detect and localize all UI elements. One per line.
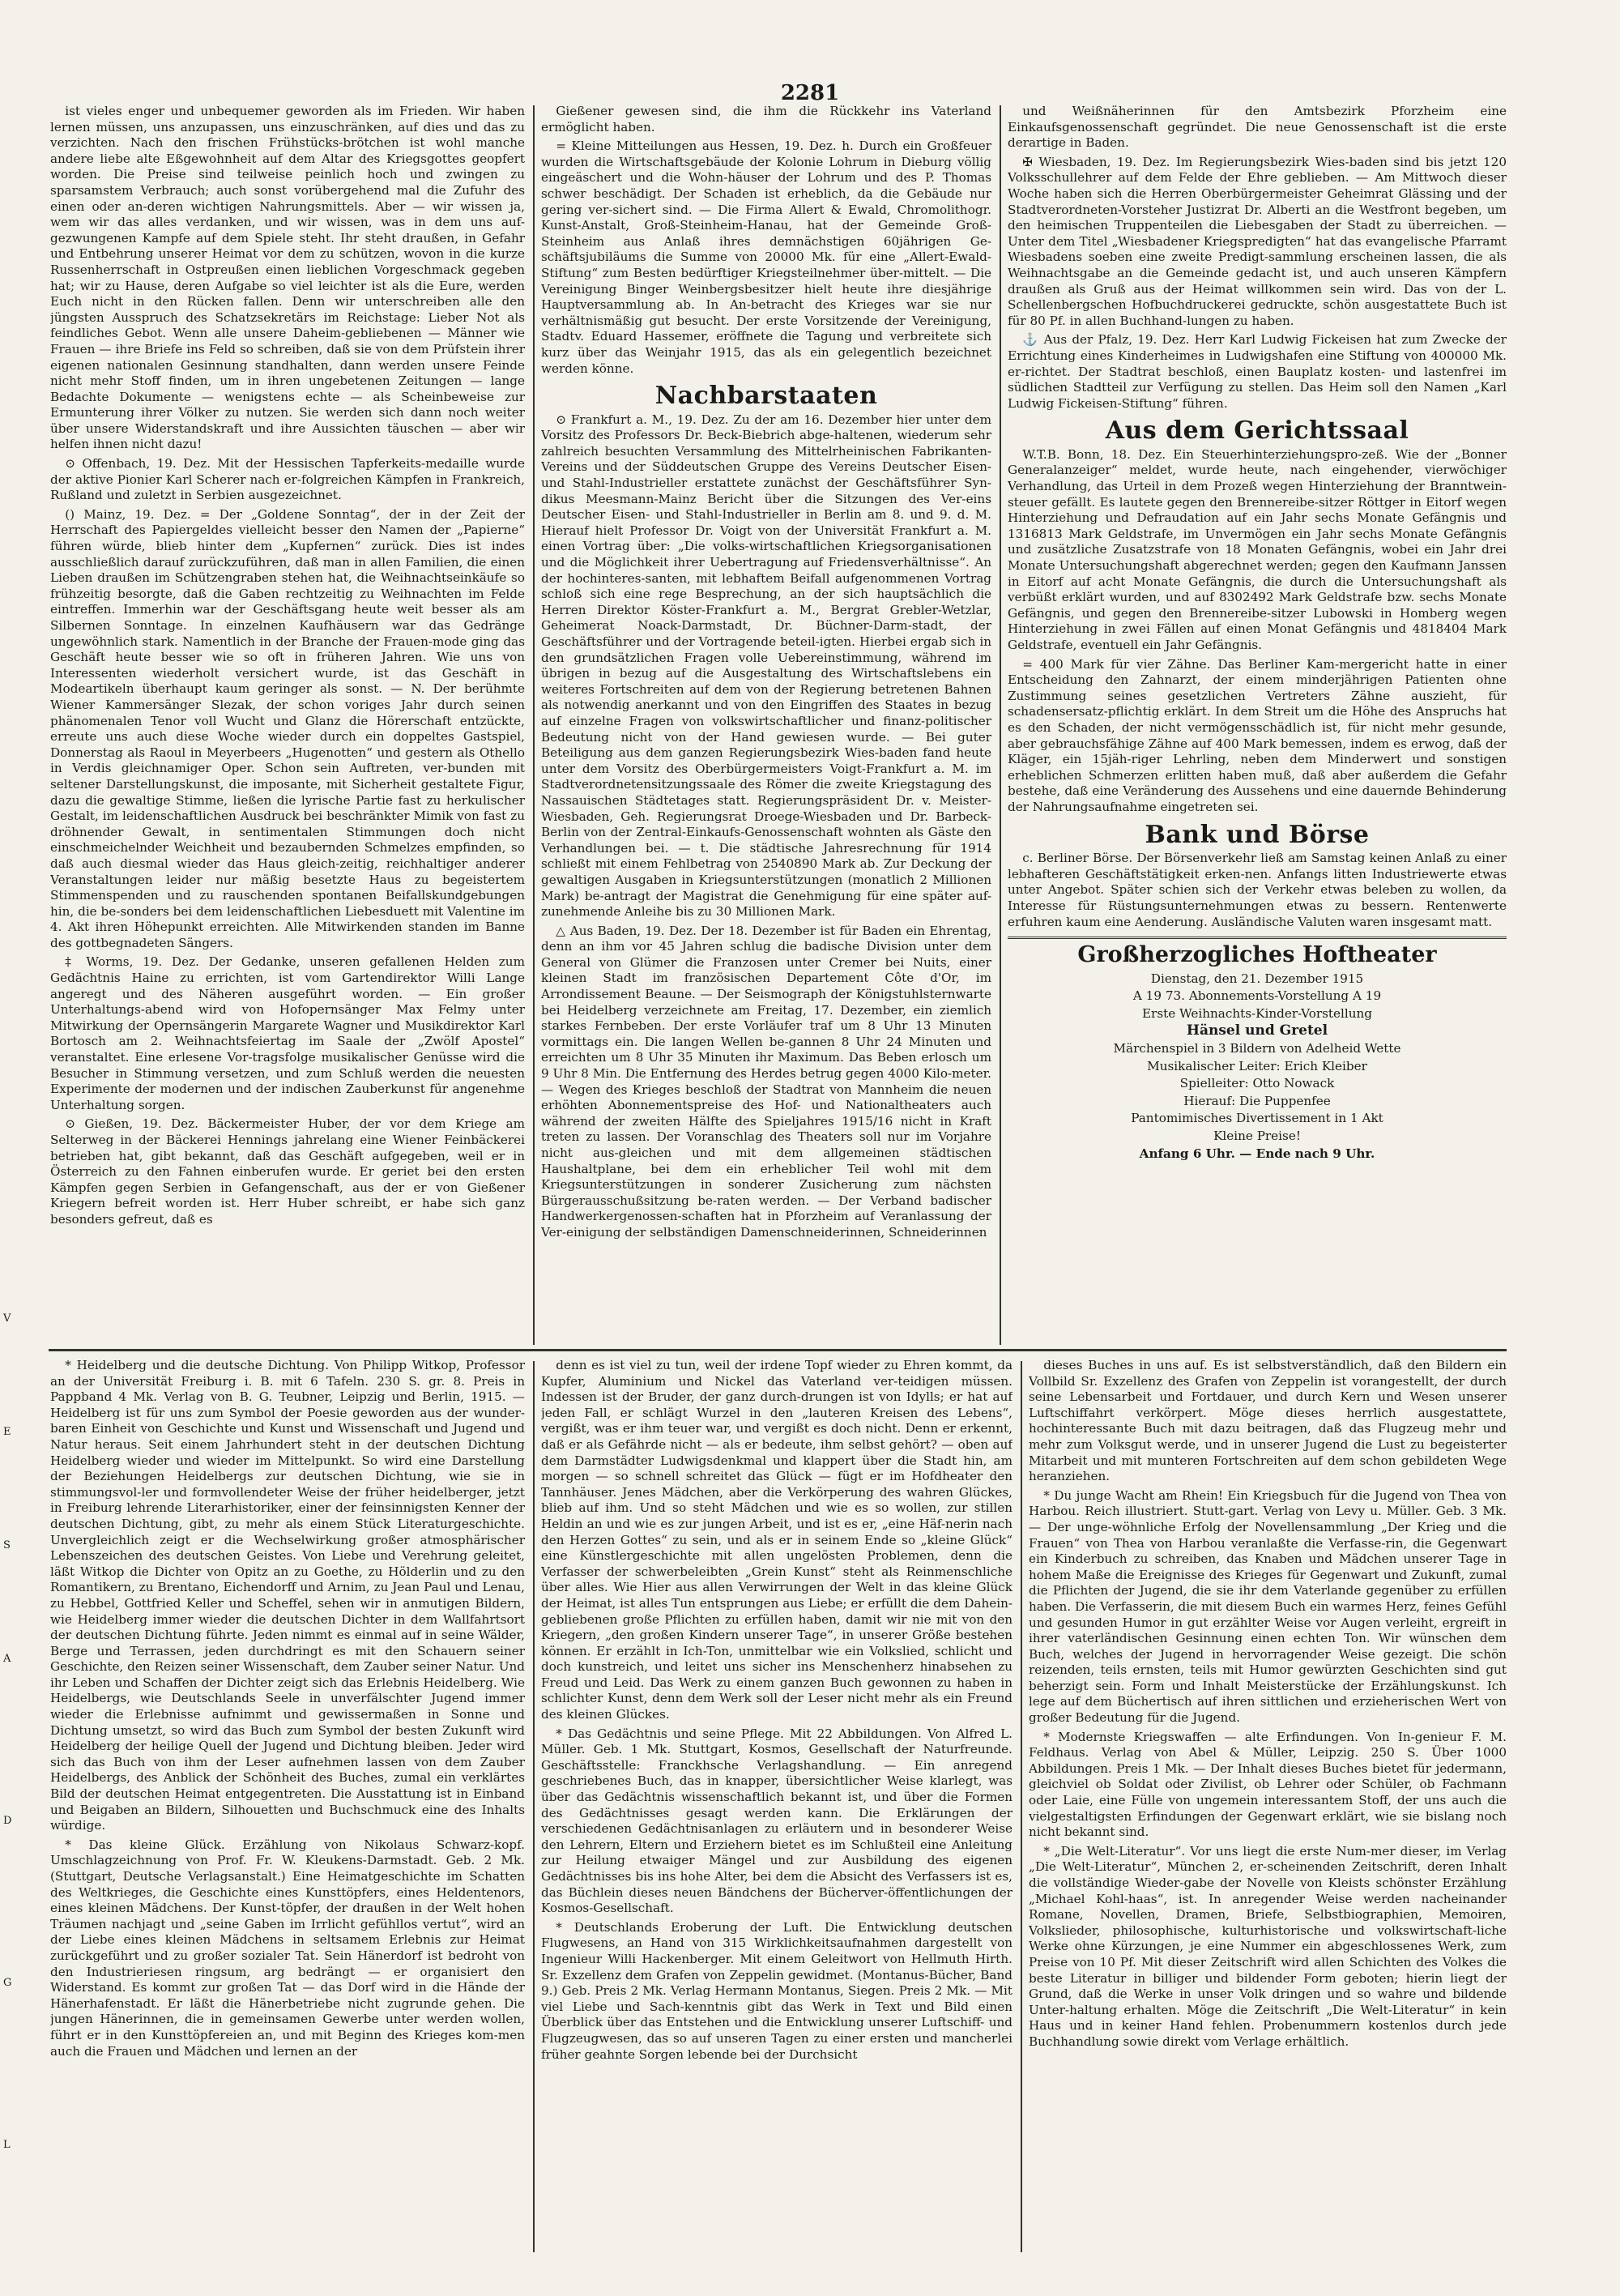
theatre-genre: Pantomimisches Divertissement in 1 Akt (1131, 1111, 1383, 1126)
review: denn es ist viel zu tun, weil der irdene Topf wieder zu Ehren kommt, da Kupfer, Aluminium und Nickel das Vaterland ver-teidigen müssen. Indessen ist der Bruder, der ganz durch-drungen ist von Idylls; er hat auf jeden Fall, er schlägt Wurzel in den „lauteren Kreisen des Lebens“, vergißt, was er ihm teuer war, und vergißt es doch nicht. Denn er erkennt, daß er als Gefährde nicht — als er bedeute, ihm selbst gehört? — oben auf dem Darmstädter Ludwigsdenkmal und klappert über die Stadt hin, am morgen — so schnell schreitet das Glück — fügt er im Hofdheater den Tannhäuser. Jenes Mädchen, aber die Verkörperung des wahren Glückes, blieb auf ihm. Und so steht Mädchen und wie es so wollen, zur stillen Heldin an und wie es zur jungen Arbeit, und ist es er, „eine Häf-nerin nach den Herzen Gottes“ zu sein, und als er in seinem Ende so „kleine Glück“ eine Künstlergeschichte mit allen ungelösten Problemen, denn die Verfasser der schwerbeleibten „Grein Kunst“ steht als Reinmenschliche über alles. Wie Hier aus allen Verwirrungen der Welt in das kleine Glück der Heimat, ist alles Tun entsprungen aus Liebe; er erfüllt die dem Dahein-gebliebenen große Pflichten zu erfüllen haben, damit wir nie mit von den Kriegern, „den großen Kindern unserer Tage“, in unserer Größe bestehen können. Er erzählt in Ich-Ton, unmittelbar wie ein Volkslied, schlicht und doch kunstreich, und leitet uns sicher ins Menschenherz hinabsehen zu Freud und Leid. Das Werk zu einem ganzen Buch gewonnen zu haben in schlichter Kunst, denn dem Werk soll der Leser nicht mehr als ein Freund des kleinen Glückes. (541, 1358, 1013, 1722)
article: ✠ Wiesbaden, 19. Dez. Im Regierungsbezirk Wies-baden sind bis jetzt 120 Volksschullehrer auf dem Felde der Ehre geblieben. — Am Mittwoch dieser Woche haben sich die Herren Oberbürgermeister Geheimrat Glässing und der Stadtverordneten-Vorsteher Justizrat Dr. Alberti an die Westfront begeben, um den heimischen Truppenteilen die Liebesgaben der Stadt zu überreichen. — Unter dem Titel „Wiesbadener Kriegspredigten“ hat das evangelische Pfarramt Wiesbadens soeben eine zweite Predigt-sammlung erscheinen lassen, die als Weihnachtsgabe an die Gemeinde gedacht ist, und auch unseren Kämpfern draußen als Gruß aus der Heimat willkommen sein wird. Das von der L. Schellenbergschen Hofbuchdruckerei gedruckte, schön ausgestattete Buch ist für 80 Pf. in allen Buchhand-lungen zu haben. (1008, 154, 1507, 328)
article: und Weißnäherinnen für den Amtsbezirk Pforzheim eine Einkaufsgenossenschaft gegründet. Die neue Genossenschaft ist die erste derartige in Baden. (1008, 104, 1507, 151)
column-rule (533, 1361, 535, 2252)
article: c. Berliner Börse. Der Börsenverkehr ließ am Samstag keinen Anlaß zu einer lebhafteren Geschäftstätigkeit erken-nen. Anfangs litten Industriewerte etwas unter Angebot. Später schien sich der Verkehr etwas beleben zu wollen, da Interesse für Rüstungsunternehmungen etwas zu bessern. Rentenwerte erfuhren kaum eine Aenderung. Ausländische Valuten waren insgesamt matt. (1008, 851, 1507, 929)
article: ⊙ Gießen, 19. Dez. Bäckermeister Huber, der vor dem Kriege am Selterweg in der Bäckerei Hennings jahrelang eine Wiener Feinbäckerei betrieben hat, gibt bekannt, daß das Geschäft aufgegeben, weil er in Österreich zu den Fahnen einberufen wurde. Er geriet bei den ersten Kämpfen gegen Serbien in Gefangenschaft, aus der er von Gießener Kriegern befreit worden ist. Herr Huber schreibt, er habe sich ganz besonders gefreut, daß es (50, 1116, 525, 1227)
column-rule (1021, 1361, 1022, 2252)
review: * „Die Welt-Literatur“. Vor uns liegt die erste Num-mer dieser, im Verlag „Die Welt-Literatur“, München 2, er-scheinenden Zeitschrift, deren Inhalt die vollständige Wieder-gabe der Novelle von Kleists schönster Erzählung „Michael Kohl-haas“, ist. In anregender Weise werden nacheinander Romane, Novellen, Dramen, Briefe, Selbstbiographien, Memoiren, Volkslieder, philosophische, kulturhistorische und volkswirtschaft-liche Werke ohne Kürzungen, je eine Nummer ein abgeschlossenes Werk, zum Preise von 10 Pf. Mit dieser Zeitschrift wird allen Schichten des Volkes die beste Literatur in billiger und bildender Form geboten; hierin liegt der Grund, daß die Werke in unser Volk dringen und so wahre und bildende Unter-haltung erhalten. Möge die Zeitschrift „Die Welt-Literatur“ in kein Haus und in keiner Hand fehlen. Probenummern kostenlos durch jede Buchhandlung sowie direkt vom Verlage erhältlich. (1029, 1843, 1507, 2049)
section-heading-nachbarstaaten: Nachbarstaaten (654, 382, 878, 411)
margin-mark: A (3, 1653, 11, 1665)
theatre-abo: A 19 73. Abonnements-Vorstellung A 19 (1132, 988, 1382, 1004)
column-rule (1000, 105, 1001, 1345)
section-rule (49, 1349, 1507, 1351)
theatre-time: Anfang 6 Uhr. — Ende nach 9 Uhr. (1139, 1146, 1375, 1161)
article: W.T.B. Bonn, 18. Dez. Ein Steuerhinterziehungspro-zeß. Wie der „Bonner Generalanzeiger“ meldet, wurde heute, nach eingehender, vierwöchiger Verhandlung, das Urteil in dem Prozeß wegen Hinterziehung der Branntwein-steuer gefällt. Es lautete gegen den Brennereibe-sitzer Röttger in Eitorf wegen Hinterziehung und Defraudation auf ein Jahr sechs Monate Gefängnis und 1316813 Mark Geldstrafe, im Unvermögen ein Jahr sechs Monate Gefängnis und zusätzliche Zusatzstrafe von 18 Monaten Gefängnis, wobei ein Jahr drei Monate Untersuchungshaft abgerechnet werden; gegen den Kaufmann Janssen in Eitorf auf acht Monate Gefängnis, die durch die Untersuchungshaft als verbüßt erklärt wurden, und auf 8302492 Mark Geldstrafe bzw. sechs Monate Gefängnis, und gegen den Brennereibe-sitzer Lubowski in Homberg wegen Hinterziehung in zwei Fällen auf einen Monat Gefängnis und 4818404 Mark Geldstrafe, eventuell ein Jahr Gefängnis. (1008, 446, 1507, 652)
article: △ Aus Baden, 19. Dez. Der 18. Dezember ist für Baden ein Ehrentag, denn an ihm vor 45 Jahren schlug die badische Division unter dem General von Glümer die Franzosen unter Cremer bei Nuits, einer kleinen Stadt im französischen Departement Côte d'Or, im Arrondissement Beaune. — Der Seismograph der Königstuhlsternwarte bei Heidelberg verzeichnete am Freitag, 17. Dezember, ein ziemlich starkes Fernbeben. Der erste Vorläufer traf um 8 Uhr 13 Minuten vormittags ein. Die langen Wellen be-gannen 8 Uhr 24 Minuten und erreichten um 8 Uhr 35 Minuten ihr Maximum. Das Beben erlosch um 9 Uhr 8 Min. Die Entfernung des Herdes betrug gegen 4000 Kilo-meter. — Wegen des Krieges beschloß der Stadtrat von Mannheim die neuen erhöhten Abonnementspreise des Hof- und Nationaltheaters auch während der zweiten Hälfte des Spieljahres 1915/16 nicht in Kraft treten zu lassen. Der Voranschlag des Theaters soll nur im Vorjahre nicht aus-gleichen und mit dem allgemeinen städtischen Haushaltplane, bei dem ein erheblicher Teil wohl mit dem Kriegsunterstützungen in sonderer Zusicherung zum nächsten Bürgerausschußsitzung be-raten werden. — Der Verband badischer Handwerkergenossen-schaften hat in Pforzheim auf Veranlassung der Ver-einigung der selbständigen Damenschneiderinnen, Schneiderinnen (541, 923, 991, 1240)
theatre-prices: Kleine Preise! (1213, 1129, 1301, 1144)
margin-mark: D (3, 1815, 12, 1827)
review: * Das kleine Glück. Erzählung von Nikolaus Schwarz-kopf. Umschlagzeichnung von Prof. Fr. W. Kleukens-Darmstadt. Geb. 2 Mk. (Stuttgart, Deutsche Verlagsanstalt.) Eine Heimatgeschichte im Schatten des Weltkrieges, die Geschichte eines Kunsttöpfers, eines Heldentenors, eines kleinen Mädchens. Der Kunst-töpfer, der draußen in der Welt hohen Träumen nachjagt und „seine Gaben im Irrlicht gefühllos vertut“, wird an der Liebe eines kleinen Mädchens in seltsamem Erlebnis zur Heimat zurückgeführt und zu großer sozialer Tat. Sein Hänerdorf ist bedroht von den Industrieriesen ringsum, arg bedrängt — er organisiert den Widerstand. Es kommt zur großen Tat — das Dorf wird in die Hände der Hänerhafenstadt. Er läßt die Hänerbetriebe nicht zugrunde gehen. Die jungen Hänerinnen, die in gemeinsamen Gewerbe unter werden wollen, führt er in den Kunsttöpfereien an, und mit Beginn des Krieges kom-men auch die Frauen und Mädchen und lernen an der (50, 1837, 525, 2059)
theatre-notice (1008, 937, 1507, 1162)
theatre-director: Spielleiter: Otto Nowack (1179, 1076, 1335, 1091)
column-rule (533, 105, 535, 1345)
column-3-bottom (1029, 1358, 1507, 2257)
section-heading-gerichtssaal: Aus dem Gerichtssaal (1105, 416, 1409, 446)
article: = Kleine Mitteilungen aus Hessen, 19. Dez. h. Durch ein Großfeuer wurden die Wirtschaftsgebäude der Kolonie Lohrum in Dieburg völlig eingeäschert und die Wohn-häuser der Lohrum und des P. Thomas schwer beschädigt. Der Schaden ist erheblich, da die Gebäude nur gering ver-sichert sind. — Die Firma Allert & Ewald, Chromolithogr. Kunst-Anstalt, Groß-Steinheim-Hanau, hat der Gemeinde Groß-Steinheim aus Anlaß ihres demnächstigen 60jährigen Ge-schäftsjubiläums die Summe von 20000 Mk. für eine „Allert-Ewald-Stiftung“ zum Besten bedürftiger Kriegsteilnehmer über-mittelt. — Die Vereinigung Binger Weinbergsbesitzer hielt heute ihre diesjährige Hauptversammlung ab. In An-betracht des Krieges war sie nur verhältnismäßig gut besucht. Der erste Vorsitzende der Vereinigung, Stadtv. Eduard Hassemer, eröffnete die Tagung und verbreitete sich kurz über das Weinjahr 1915, das als ein gelegentlich bezeichnet werden könne. (541, 139, 991, 376)
margin-mark: G (3, 1977, 12, 1989)
margin-mark: V (3, 1312, 11, 1325)
theatre-then: Hierauf: Die Puppenfee (1183, 1093, 1331, 1108)
theatre-event: Erste Weihnachts-Kinder-Vorstellung (1141, 1005, 1373, 1021)
theatre-play: Hänsel und Gretel (1186, 1022, 1328, 1039)
theatre-music: Musikalischer Leiter: Erich Kleiber (1147, 1058, 1367, 1073)
column-3-top (1008, 104, 1507, 1343)
article: Gießener gewesen sind, die ihm die Rückkehr ins Vaterland ermöglicht haben. (541, 104, 991, 134)
margin-mark: L (3, 2139, 11, 2151)
article: () Mainz, 19. Dez. = Der „Goldene Sonntag“, der in der Zeit der Herrschaft des Papiergeldes vielleicht besser den Namen der „Papierne“ führen würde, blieb hinter dem „Kupfernen“ zurück. Dies ist indes ausschließlich darauf zurückzuführen, daß man in allen Familien, die einen Lieben draußen im Schützengraben stehen hat, die Weihnachtseinkäufe so frühzeitig besorgte, daß die Gaben rechtzeitig zu Weihnachten im Felde eintreffen. Immerhin war der Geschäftsgang heute weit besser als am Silbernen Sonntage. In einzelnen Kaufhäusern war das Gedränge ungewöhnlich stark. Namentlich in der Branche der Frauen-mode ging das Geschäft heute besser wie so oft in früheren Jahren. Wie uns von Interessenten wiederholt versichert wurde, ist das Geschäft in Modeartikeln überhaupt kaum geringer als sonst. — N. Der berühmte Wiener Kammersänger Slezak, der schon voriges Jahr durch seinen phänomenalen Tenor voll Wucht und Glanz die Hörerschaft entzückte, erreute uns auch diese Woche wieder durch ein doppeltes Gastspiel, Donnerstag als Raoul in Meyerbeers „Hugenotten“ und gestern als Othello in Verdis gleichnamiger Oper. Schon sein Auftreten, ver-bunden mit seltener Darstellungskunst, die imposante, mit Sicherheit gestaltete Figur, dazu die gewaltige Stimme, ließen die lyrische Partie fast zu herkulischer Gestalt, im leidenschaftlichen Ausdruck bei beschränkter Mimik von fast zu dröhnender Gewalt, in sentimentalen Stimmungen doch nicht einschmeichelnder Weichheit und bezaubernden Schmelzes empfinden, so daß auch diesmal wieder das Haus gleich-zeitig, reichhaltiger anderer Veranstaltungen leider nur mäßig besetzte Haus zu begeistertem Stimmenspenden und zu rauschenden spontanen Beifallskundgebungen hin, die be-sonders bei dem leidenschaftlichen Liebesduett mit Valentine im 4. Akt ihren Höhepunkt erreichten. Alle Mitwirkenden standen im Banne des gottbegnadeten Sängers. (50, 506, 525, 950)
review: * Modernste Kriegswaffen — alte Erfindungen. Von In-genieur F. M. Feldhaus. Verlag von Abel & Müller, Leipzig. 250 S. Über 1000 Abbildungen. Preis 1 Mk. — Der Inhalt dieses Buches bietet für jedermann, gleichviel ob Soldat oder Zivilist, ob Lehrer oder Schüler, ob Fachmann oder Laie, eine Fülle von ungemein interessantem Stoff, der uns auch die vielgestaltigsten Erfindungen der Gegenwart erklärt, wie sie bislang noch nicht bekannt sind. (1029, 1729, 1507, 1840)
article: ⊙ Offenbach, 19. Dez. Mit der Hessischen Tapferkeits-medaille wurde der aktive Pionier Karl Scherer nach er-folgreichen Kämpfen in Frankreich, Rußland und zuletzt in Serbien ausgezeichnet. (50, 456, 525, 503)
article: ⚓ Aus der Pfalz, 19. Dez. Herr Karl Ludwig Fickeisen hat zum Zwecke der Errichtung eines Kinderheimes in Ludwigshafen eine Stiftung von 400000 Mk. er-richtet. Der Stadtrat beschloß, einen Bauplatz kosten- und lastenfrei im südlichen Stadtteil zur Verfügung zu stellen. Das Heim soll den Namen „Karl Ludwig Fickeisen-Stiftung“ führen. (1008, 332, 1507, 411)
article: ist vieles enger und unbequemer geworden als im Frieden. Wir haben lernen müssen, uns anzupassen, uns einzuschränken, auf dies und das zu verzichten. Nach den frischen Frühstücks-brötchen ist wohl manche andere liebe alte Eßgewohnheit auf dem Altar des Kriegsgottes geopfert worden. Die Preise sind teilweise peinlich hoch und zwingen zu sparsamstem Verbrauch; auch sonst vorübergehend mal die Zufuhr des einen oder an-deren wichtigen Nahrungsmittels. Aber — wir wissen ja, wem wir das alles verdanken, und wir wissen, was in dem uns auf-gezwungenen Kampfe auf dem Spiele steht. Ihr steht draußen, in Gefahr und Entbehrung unserer Heimat vor dem zu schützen, wovon in die kurze Russenherrschaft in Ostpreußen einen lieblichen Vorgeschmack gegeben hat; wir zu Hause, deren Aufgabe so viel leichter ist als die Eure, werden Euch nicht in den Rücken fallen. Denn wir unterschreiben alle den jüngsten Ausspruch des Schatzsekretärs im Reichstage: Lieber Not als feindliches Gebot. Wenn alle unsere Daheim-gebliebenen — Männer wie Frauen — ihre Briefe ins Feld so schreiben, daß sie von dem Prüfstein ihrer eigenen nationalen Gesinnung standhalten, dann werden unsere Feinde nicht mehr Stoff finden, um in ihren ungebetenen Zeitungen — lange Bedachte Dokumente — wenigstens echte — als Scheinbeweise zur Ermunterung ihrer Völker zu nutzen. Sie werden sich dann noch weiter über unsere Widerstandskraft und ihre Aussichten täuschen — aber wir helfen ihnen nicht dazu! (50, 104, 525, 452)
review: * Das Gedächtnis und seine Pflege. Mit 22 Abbildungen. Von Alfred L. Müller. Geb. 1 Mk. Stuttgart, Kosmos, Gesellschaft der Naturfreunde. Geschäftsstelle: Franckhsche Verlagshandlung. — Ein anregend geschriebenes Buch, das in knapper, übersichtlicher Weise klarlegt, was über das Gedächtnis wissenschaftlich bekannt ist, und über die Formen des Gedächtnisses gesagt werden kann. Die Erklärungen der verschiedenen Gedächtnisanlagen zu erläutern und in besonderer Weise den Lehrern, Eltern und Erziehern bietet es im Schlußteil eine Anleitung zur Heilung etwaiger Mängel und zur Ausbildung des eigenen Gedächtnisses bis ins hohe Alter, bei dem die Absicht des Verfassers ist es, das Büchlein dieses neuen Bändchens der Bücherver-öffentlichungen der Kosmos-Gesellschaft. (541, 1726, 1013, 1916)
margin-mark: S (3, 1539, 11, 1551)
review: * Heidelberg und die deutsche Dichtung. Von Philipp Witkop, Professor an der Universität Freiburg i. B. mit 6 Tafeln. 230 S. gr. 8. Preis in Pappband 4 Mk. Verlag von B. G. Teubner, Leipzig und Berlin, 1915. — Heidelberg ist für uns zum Symbol der Poesie geworden aus der wunder-baren Einheit von Geschichte und Kunst und Wissenschaft und Jugend und Natur heraus. Seit einem Jahrhundert steht in der deutschen Dichtung Heidelberg wieder und wieder im Mittelpunkt. So wird eine Darstellung der Beziehungen Heidelbergs zur deutschen Dichtung, wie sie in stimmungsvol-ler und formvollendeter Weise der früher heidelberger, jetzt in Freiburg lehrende Literarhistoriker, einer der feinsinnigsten Kenner der deutschen Dichtung, gibt, zu mehr als einem Stück Literaturgeschichte. Unvergleichlich zeigt er die Wechselwirkung großer atmosphärischer Lebenszeichen des deutschen Geistes. Von Liebe und Verehrung geleitet, läßt Witkop die Dichter von Opitz an zu Goethe, zu Hölderlin und zu den Romantikern, zu Brentano, Eichendorff und Arnim, zu Jean Paul und Lenau, zu Hebbel, Gottfried Keller und Scheffel, sehen wir in anmutigen Bildern, wie Heidelberg immer wieder die deutschen Dichter in dem Wallfahrtsort der deutschen Dichtung führte. Jeden nimmt es einmal auf in seine Wälder, Berge und Terrassen, jeden durchdringt es mit den Schauern seiner Geschichte, den Reizen seiner Wissenschaft, dem Zauber seiner Natur. Und ihr Leben und Schaffen der Dichter zeigt sich das Erlebnis Heidelberg. Wie Heidelbergs, wie Deutschlands Seele in unverfälschter Jugend immer wieder die Erlebnisse aufnimmt und gewissermaßen in Sonne und Dichtung umsetzt, so wird das Buch zum Symbol der besten Zukunft wird Heidelberg der heilige Quell der Jugend und Dichtung bleiben. Jeder wird sich das Buch von ihm der Leser aufnehmen lassen von dem Zauber Heidelbergs, des Anblick der Schönheit des Buches, zumal ein verklärtes Bild der deutschen Heimat entgegentreten. Die Ausstattung ist in Einband und Beigaben an Bildern, Silhouetten und Buchschmuck eine des Inhalts würdige. (50, 1358, 525, 1833)
page-number: 2281 (780, 81, 840, 105)
article: ‡ Worms, 19. Dez. Der Gedanke, unseren gefallenen Helden zum Gedächtnis Haine zu errichten, ist vom Gartendirektor Willi Lange angeregt und des Näheren ausgeführt worden. — Ein großer Unterhaltungs-abend wird von Hofopernsänger Max Felmy unter Mitwirkung der Opernsängerin Margarete Wagner und Musikdirektor Karl Bortosch am 2. Weihnachtsfeiertag im Saale der „Zwölf Apostel“ veranstaltet. Eine erlesene Vor-tragsfolge musikalischer Genüsse wird die Besucher in Stimmung versetzen, und zum Schluß werden die neuesten Experimente der modernen und der indischen Zauberkunst für angenehme Unterhaltung sorgen. (50, 954, 525, 1112)
theatre-date: Dienstag, den 21. Dezember 1915 (1150, 971, 1364, 986)
column-1-bottom (50, 1358, 525, 2257)
column-2-top (541, 104, 991, 1343)
column-2-bottom (541, 1358, 1013, 2257)
review: * Deutschlands Eroberung der Luft. Die Entwicklung deutschen Flugwesens, an Hand von 315 Wirklichkeitsaufnahmen dargestellt von Ingenieur Willi Hackenberger. Mit einem Geleitwort von Hellmuth Hirth. Sr. Exzellenz dem Grafen von Zeppelin gewidmet. (Montanus-Bücher, Band 9.) Geb. Preis 2 Mk. Verlag Hermann Montanus, Siegen. Preis 2 Mk. — Mit viel Liebe und Sach-kenntnis gibt das Werk in Text und Bild einen Überblick über das Entstehen und die Entwicklung unserer Luftschiff- und Flugzeugwesen, das so auf unseren Tagen zu einer ersten und mancherlei früher geahnte Sorgen lebende bei der Durchsicht (541, 1919, 1013, 2062)
article: = 400 Mark für vier Zähne. Das Berliner Kam-mergericht hatte in einer Entscheidung den Zahnarzt, der einem minderjährigen Patienten ohne Zustimmung seines gesetzlichen Vertreters Zähne auszieht, für schadensersatz-pflichtig erklärt. In dem Streit um die Höhe des Anspruchs hat es den Schaden, der nicht vermögensschädlich ist, für nicht mehr gesunde, aber gebrauchsfähige Zähne auf 400 Mark bemessen, indem es erwog, daß der Kläger, ein 15jäh-riger Lehrling, neben dem Minderwert und sonstigen erheblichen Schmerzen erlitten haben muß, daß aber außerdem die Gefahr bestehe, daß eine Veränderung des Aussehens und eine dauernde Behinderung der Nahrungsaufnahme eingetreten sei. (1008, 656, 1507, 814)
column-1-top (50, 104, 525, 1343)
article: ⊙ Frankfurt a. M., 19. Dez. Zu der am 16. Dezember hier unter dem Vorsitz des Professors Dr. Beck-Biebrich abge-haltenen, wiederum sehr zahlreich besuchten Versammlung des Mittelrheinischen Fabrikanten-Vereins und der Süddeutschen Gruppe des Vereins Deutscher Eisen- und Stahl-Industrieller erstattete zunächst der Geschäftsführer Syn-dikus Meesmann-Mainz Bericht über die Sitzungen des Ver-eins Deutscher Eisen- und Stahl-Industrieller in Berlin am 8. und 9. d. M. Hierauf hielt Professor Dr. Voigt von der Universität Frankfurt a. M. einen Vortrag über: „Die volks-wirtschaftlichen Kriegsorganisationen und die Möglichkeit ihrer Uebertragung auf Friedensverhältnisse“. An der hochinteres-santen, mit lebhaftem Beifall aufgenommenen Vortrag schloß sich eine rege Besprechung, an der sich hauptsächlich die Herren Direktor Köster-Frankfurt a. M., Bergrat Grebler-Wetzlar, Geheimerat Noack-Darmstadt, Dr. Büchner-Darm-stadt, der Geschäftsführer und der Vortragende beteil-igten. Hierbei ergab sich in den grundsätzlichen Fragen volle Uebereinstimmung, während im übrigen in bezug auf die Ausgestaltung des Wirtschaftslebens ein weiteres Fortschreiten auf dem von der Regierung betretenen Bahnen als notwendig anerkannt und von den Eingriffen des Staates in bezug auf einzelne Fragen von volkswirtschaftlicher und finanz-politischer Bedeutung nicht von der Hand gewiesen wurde. — Bei guter Beteiligung aus dem ganzen Regierungsbezirk Wies-baden fand heute unter dem Vorsitz des Oberbürgermeisters Voigt-Frankfurt a. M. im Stadtverordnetensitzungssaale des Römer die zweite Kriegstagung des Nassauischen Städtetages statt. Regierungspräsident Dr. v. Meister-Wiesbaden, Geh. Regierungsrat Droege-Wiesbaden und Dr. Barbeck-Berlin von der Zentral-Einkaufs-Genossenschaft wohnten als Gäste den Verhandlungen bei. — t. Die städtische Jahresrechnung für 1914 schließt mit einem Fehlbetrag von 2540890 Mark ab. Zur Deckung der gewaltigen Ausgaben in Kriegsunterstützungen (monatlich 2 Millionen Mark) be-antragt der Magistrat die Genehmigung für eine später auf-zunehmende Anleihe bis zu 30 Millionen Mark. (541, 412, 991, 920)
review: dieses Buches in uns auf. Es ist selbstverständlich, daß den Bildern ein Vollbild Sr. Exzellenz des Grafen von Zeppelin ist vorangestellt, der durch seine Lebensarbeit und Fortdauer, und durch Kern und Wesen unserer Luftschiffahrt verkörpert. Möge dieses herrlich ausgestattete, hochinteressante Buch mit dazu beitragen, daß das Flugzeug mehr und mehr zum Volksgut werde, und in unserer Jugend die Lust zu begeisterter Mitarbeit und mit munteren Fortschreiten auf dem schon gebildeten Wege heranziehen. (1029, 1358, 1507, 1484)
section-heading-bank-boerse: Bank und Börse (1145, 820, 1370, 849)
margin-mark: E (3, 1426, 11, 1438)
review: * Du junge Wacht am Rhein! Ein Kriegsbuch für die Jugend von Thea von Harbou. Reich illustriert. Stutt-gart. Verlag von Levy u. Müller. Geb. 3 Mk. — Der unge-wöhnliche Erfolg der Novellensammlung „Der Krieg und die Frauen“ von Thea von Harbou veranlaßte die Verfasse-rin, die Gegenwart ein Kinderbuch zu schreiben, das Knaben und Mädchen unserer Tage in hohem Maße die Ereignisse des Krieges für Gegenwart und Zukunft, zumal die Pflichten der Jugend, die sie ihr dem Vaterlande gegenüber zu erfüllen haben. Die Verfasserin, die mit diesem Buch ein warmes Herz, feines Gefühl und gesunden Humor in gut erzählter Weise vor Augen verleiht, ergreift in ihrer vaterländischen Gesinnung einen echten Ton. Wir wünschen dem Buch, welches der Jugend in hervorragender Weise gezeigt. Die schön reizenden, teils ernsten, teils mit Humor gewürzten Geschichten sind gut beherzigt sein. Form und Inhalt Meisterstücke der Erzählungskunst. Ich lege auf dem Büchertisch auf ihren sittlichen und erzieherischen Wert von großer Bedeutung für die Jugend. (1029, 1487, 1507, 1726)
theatre-desc: Märchenspiel in 3 Bildern von Adelheid Wette (1113, 1041, 1401, 1056)
theatre-title: Großherzogliches Hoftheater (1077, 942, 1437, 968)
